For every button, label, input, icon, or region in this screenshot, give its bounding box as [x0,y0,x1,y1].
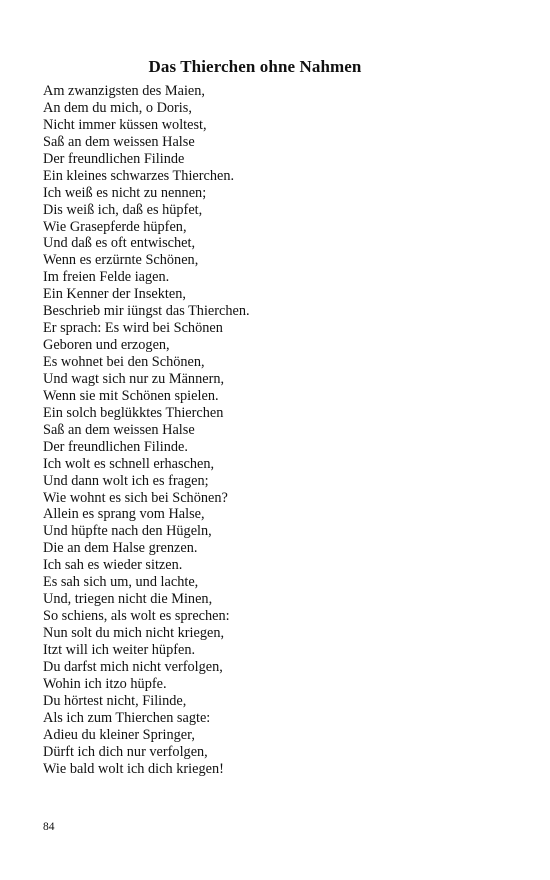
poem-line: Ich sah es wieder sitzen. [43,557,183,574]
poem-line: Ich weiß es nicht zu nennen; [43,184,207,201]
page-title: Das Thierchen ohne Nahmen [148,57,362,76]
poem-line: Es sah sich um, und lachte, [43,574,199,591]
poem-line: Nicht immer küssen woltest, [43,116,207,133]
poem-line: Dis weiß ich, daß es hüpfet, [43,201,203,218]
poem-line: Und daß es oft entwischet, [43,235,196,252]
poem-line: Wohin ich itzo hüpfe. [43,675,167,692]
poem-line: Und hüpfte nach den Hügeln, [43,523,212,540]
poem-line: Ein solch beglükktes Thierchen [43,404,224,421]
poem-line: Wie Grasepferde hüpfen, [43,218,187,235]
poem-body [43,83,503,777]
poem-line: Ein kleines schwarzes Thierchen. [43,167,235,184]
poem-line: Saß an dem weissen Halse [43,133,195,150]
poem-line: Nun solt du mich nicht kriegen, [43,625,225,641]
poem-line: Am zwanzigsten des Maien, [43,83,205,99]
poem-line: Und wagt sich nur zu Männern, [43,370,225,387]
poem-line: Der freundlichen Filinde. [43,438,188,455]
poem-line: Er sprach: Es wird bei Schönen [43,320,223,337]
poem-line: Du darfst mich nicht verfolgen, [43,658,223,675]
poem-line: Wenn es erzürnte Schönen, [43,252,199,269]
poem-line: Und dann wolt ich es fragen; [43,472,209,489]
poem-line: Itzt will ich weiter hüpfen. [43,641,196,658]
poem-line: An dem du mich, o Doris, [43,99,192,116]
poem-line: Die an dem Halse grenzen. [43,540,198,557]
poem-line: Du hörtest nicht, Filinde, [43,692,187,709]
poem-line: Wenn sie mit Schönen spielen. [43,387,219,404]
poem-line: Im freien Felde iagen. [43,269,170,286]
poem-line: Allein es sprang vom Halse, [43,506,205,523]
poem-line: Dürft ich dich nur verfolgen, [43,743,208,760]
poem-line: Wie wohnt es sich bei Schönen? [43,489,228,506]
poem-line: Beschrieb mir iüngst das Thierchen. [43,303,250,320]
page-number: 84 [43,821,55,833]
poem-line: Es wohnet bei den Schönen, [43,354,205,370]
poem-line: Und, triegen nicht die Minen, [43,591,213,608]
poem-line: Der freundlichen Filinde [43,150,185,167]
poem-line: Ein Kenner der Insekten, [43,286,186,303]
poem-line: Saß an dem weissen Halse [43,421,195,438]
poem-line: Geboren und erzogen, [43,337,170,354]
poem-line: Wie bald wolt ich dich kriegen! [43,760,224,777]
poem-line: Als ich zum Thierchen sagte: [43,709,211,726]
poem-line: So schiens, als wolt es sprechen: [43,608,230,625]
poem-line: Ich wolt es schnell erhaschen, [43,455,215,472]
poem-line: Adieu du kleiner Springer, [43,726,195,743]
